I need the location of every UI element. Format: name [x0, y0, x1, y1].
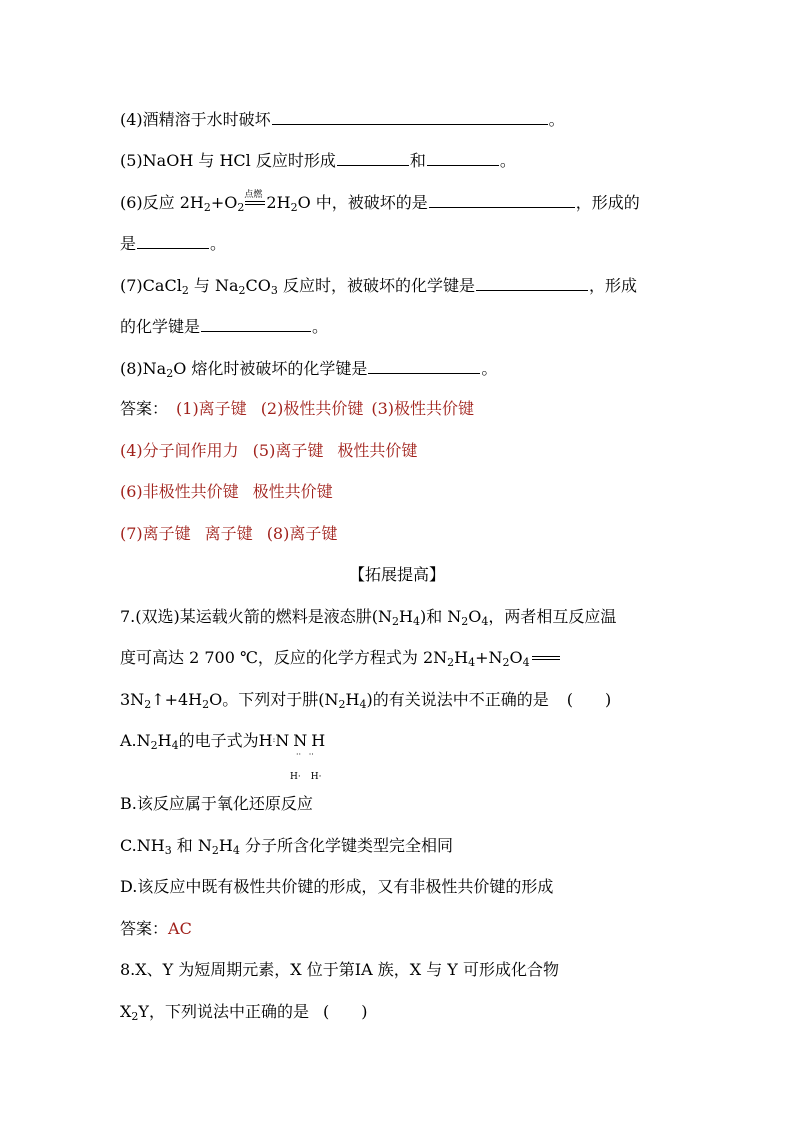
question-6-line-2: 是 。	[120, 234, 227, 253]
answer-line-2: (4)分子间作用力 (5)离子键 极性共价键	[120, 441, 418, 460]
question-7s-line-2: 的化学键是 。	[120, 317, 329, 336]
answer-line-4: (7)离子键 离子键 (8)离子键	[120, 524, 338, 543]
option-d: D.该反应中既有极性共价键的形成，又有非极性共价键的形成	[120, 877, 554, 896]
option-c: $C.NH_3$ 和 $N_2H_4$ 分子所含化学键类型完全相同	[120, 836, 453, 857]
answer-blank	[137, 232, 209, 249]
answer-line-3: (6)非极性共价键 极性共价键	[120, 482, 333, 501]
answer-blank	[429, 191, 575, 208]
question-7-answer: 答案：AC	[120, 919, 192, 938]
electron-formula: H:N N H	[258, 731, 326, 750]
question-8-line-2: $X_2Y$，下列说法中正确的是 ( )	[120, 1002, 368, 1023]
answer-blank	[337, 149, 409, 166]
question-8s: $(8)Na_2O$ 熔化时被破坏的化学键是 。	[120, 359, 498, 380]
section-title: 【拓展提高】	[348, 565, 445, 584]
lone-pair-dots: ·· ··	[296, 750, 314, 759]
question-5: (5)NaOH 与 HCl 反应时形成 和 。	[120, 151, 516, 170]
equals-sign	[530, 649, 562, 663]
answer-blank	[201, 315, 311, 332]
answer-blank	[368, 357, 480, 374]
question-4: (4)酒精溶于水时破坏 。	[120, 110, 565, 129]
answer-line-1: 答案： (1)离子键 (2)极性共价键 (3)极性共价键	[120, 399, 475, 418]
reaction-condition-equals: 点燃	[244, 192, 266, 208]
question-6-line-1: (6)反应 $2H_2+O_2$ 点燃 $2H_2O$ 中，被破坏的是 ，形成的	[120, 190, 640, 214]
question-8-line-1: 8.X、Y 为短周期元素，X 位于第ⅠA 族，X 与 Y 可形成化合物	[120, 960, 559, 979]
question-7-line-1: 7.(双选)某运载火箭的燃料是液态肼$(N_2H_4)$和 $N_2O_4$，两者相互反应温	[120, 607, 617, 628]
option-a: $A.N_2H_4$的电子式为H:N N H	[120, 731, 326, 752]
question-7s-line-1: (7)CaCl$_2$ 与 $Na_2CO_3$ 反应时，被破坏的化学键是 ，形成	[120, 276, 637, 297]
question-7-line-3: $3N_2↑+4H_2O$。下列对于肼$(N_2H_4)$的有关说法中不正确的是 ( )	[120, 690, 612, 711]
question-7-line-2: 度可高达 2 700 ℃，反应的化学方程式为 $2N_2H_4+N_2O_4$	[120, 647, 680, 669]
option-b: B.该反应属于氧化还原反应	[120, 794, 313, 813]
answer-blank	[272, 108, 548, 125]
electron-formula-hydrogens: H· H·	[290, 772, 322, 782]
answer-blank	[476, 274, 588, 291]
answer-blank	[427, 149, 499, 166]
